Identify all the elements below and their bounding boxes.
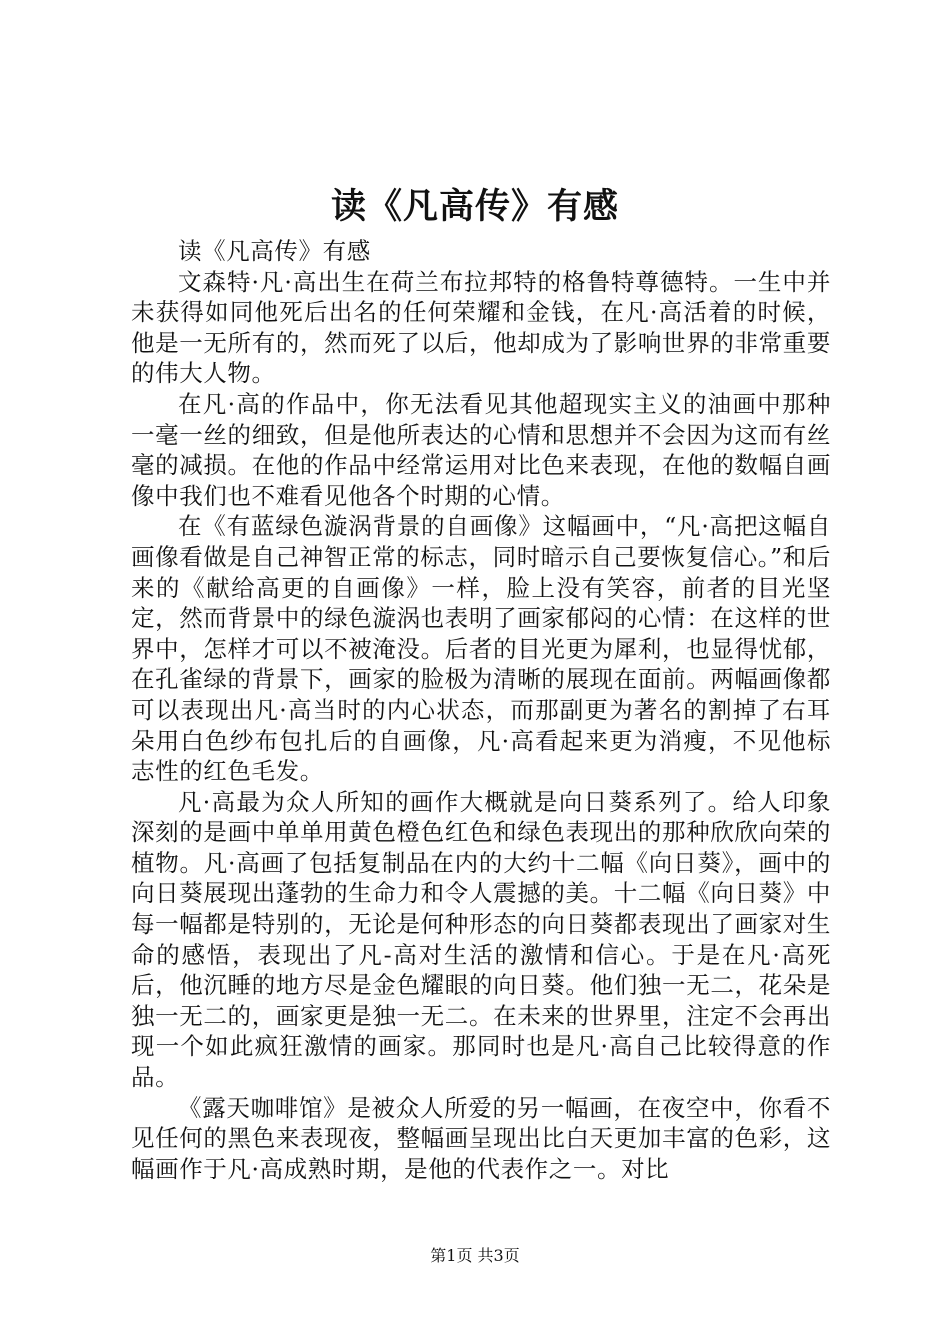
paragraph: 文森特·凡·高出生在荷兰布拉邦特的格鲁特尊德特。一生中并未获得如同他死后出名的任何荣耀和金钱，在凡·高活着的时候，他是一无所有的，然而死了以后，他却成为了影响世界的非常重要的伟大人物。 <box>131 267 831 388</box>
document-body <box>131 236 831 1184</box>
paragraph-subtitle: 读《凡高传》有感 <box>178 237 371 265</box>
paragraph: 在《有蓝绿色漩涡背景的自画像》这幅画中，“凡·高把这幅自画像看做是自己神智正常的标志，同时暗示自己要恢复信心。”和后来的《献给高更的自画像》一样，脸上没有笑容，前者的目光坚定，然而背景中的绿色漩涡也表明了画家郁闷的心情：在这样的世界中，怎样才可以不被淹没。后者的目光更为犀利，也显得忧郁，在孔雀绿的背景下，画家的脸极为清晰的展现在面前。两幅画像都可以表现出凡·高当时的内心状态，而那副更为著名的割掉了右耳朵用白色纱布包扎后的自画像，凡·高看起来更为消瘦，不见他标志性的红色毛发。 <box>131 512 831 786</box>
document-title: 读《凡高传》有感 <box>330 186 619 227</box>
page-number-footer: 第1页 共3页 <box>430 1246 520 1265</box>
paragraph: 在凡·高的作品中，你无法看见其他超现实主义的油画中那种一毫一丝的细致，但是他所表达的心情和思想并不会因为这而有丝毫的减损。在他的作品中经常运用对比色来表现，在他的数幅自画像中我们也不难看见他各个时期的心情。 <box>131 389 831 510</box>
paragraph: 《露天咖啡馆》是被众人所爱的另一幅画，在夜空中，你看不见任何的黑色来表现夜，整幅画呈现出比白天更加丰富的色彩，这幅画作于凡·高成熟时期，是他的代表作之一。对比 <box>131 1093 831 1183</box>
paragraph: 凡·高最为众人所知的画作大概就是向日葵系列了。给人印象深刻的是画中单单用黄色橙色红色和绿色表现出的那种欣欣向荣的植物。凡·高画了包括复制品在内的大约十二幅《向日葵》，画中的向日葵展现出蓬勃的生命力和令人震撼的美。十二幅《向日葵》中每一幅都是特别的，无论是何种形态的向日葵都表现出了画家对生命的感悟，表现出了凡-高对生活的激情和信心。于是在凡·高死后，他沉睡的地方尽是金色耀眼的向日葵。他们独一无二，花朵是独一无二的，画家更是独一无二。在未来的世界里，注定不会再出现一个如此疯狂激情的画家。那同时也是凡·高自己比较得意的作品。 <box>131 787 831 1092</box>
